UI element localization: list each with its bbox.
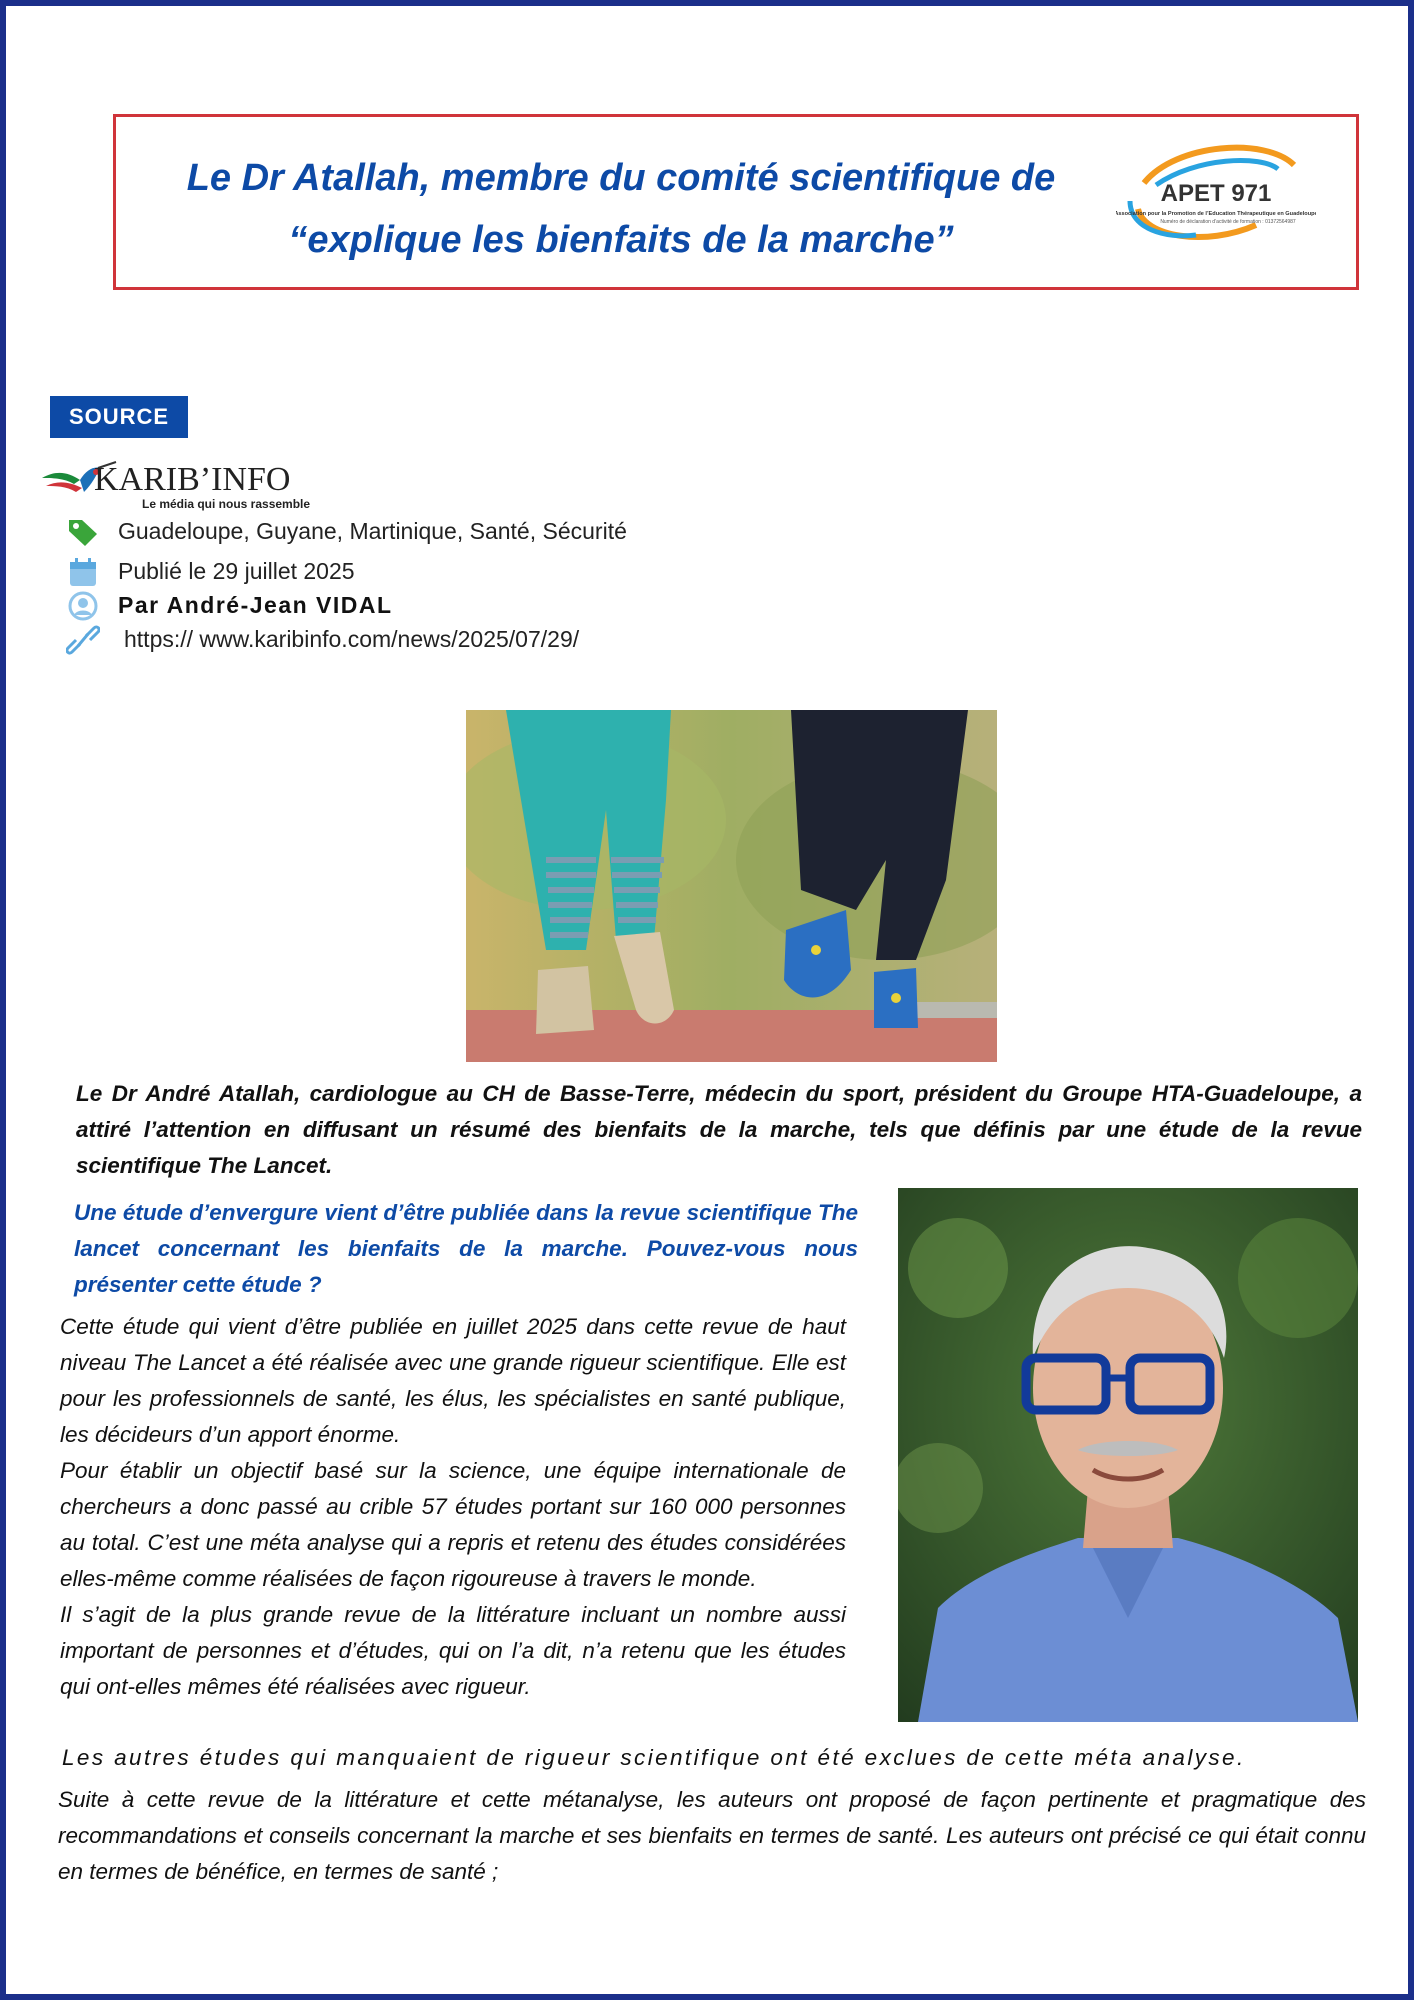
karibinfo-logo-text: KARIB’INFO — [94, 461, 291, 498]
publish-date: Publié le 29 juillet 2025 — [118, 558, 355, 584]
doctor-portrait-photo — [898, 1188, 1358, 1722]
calendar-icon — [66, 556, 100, 588]
article-author: Par André-Jean VIDAL — [118, 592, 393, 618]
link-icon — [66, 624, 100, 656]
user-icon — [66, 590, 100, 622]
answer-paragraph-1: Cette étude qui vient d’être publiée en juillet 2025 dans cette revue de haut niveau The Lancet a été réalisée avec une grande rigueur scientifique. Elle est pour les professionnels de santé, les élus, les spécialistes en santé publique, les décideurs d’un apport énorme. — [60, 1314, 846, 1447]
apet-logo-subtitle-2: Numéro de déclaration d’activité de formation : 01372564987 — [1160, 219, 1296, 225]
interview-question: Une étude d’envergure vient d’être publiée dans la revue scientifique The lancet concernant les bienfaits de la marche. Pouvez-vous nous présenter cette étude ? — [74, 1200, 858, 1297]
article-tags: Guadeloupe, Guyane, Martinique, Santé, Sécurité — [118, 518, 627, 544]
title-box — [113, 114, 1359, 290]
apet-logo — [1116, 139, 1316, 251]
apet-logo-subtitle: Association pour la Promotion de l’Education Thérapeutique en Guadeloupe — [1116, 211, 1316, 217]
answer-paragraph-2: Pour établir un objectif basé sur la science, une équipe internationale de chercheurs a donc passé au crible 57 études portant sur 160 000 personnes au total. C’est une méta analyse qui a repris et retenu des études considérées elles-même comme réalisées de façon rigoureuse à travers le monde. — [60, 1458, 846, 1591]
article-lead: Le Dr André Atallah, cardiologue au CH de Basse-Terre, médecin du sport, président du Groupe HTA-Guadeloupe, a attiré l’attention en diffusant un résumé des bienfaits de la marche, tels que définis par une étude de la revue scientifique The Lancet. — [76, 1081, 1362, 1178]
apet-logo-text: APET 971 — [1160, 180, 1272, 207]
answer-paragraph-3: Il s’agit de la plus grande revue de la littérature incluant un nombre aussi important de personnes et d’études, qui on l’a dit, n’a retenu que les études qui ont-elles mêmes été réalisées avec rigueur. — [60, 1602, 846, 1699]
answer-paragraph-5: Suite à cette revue de la littérature et cette métanalyse, les auteurs ont proposé de façon pertinente et pragmatique des recommandations et conseils concernant la marche et ses bienfaits en termes de santé. Les auteurs ont précisé ce qui était connu en termes de bénéfice, en termes de santé ; — [58, 1787, 1366, 1884]
article-url[interactable]: https:// www.karibinfo.com/news/2025/07/29/ — [124, 626, 580, 652]
tag-icon — [66, 516, 100, 548]
karibinfo-logo — [38, 448, 318, 512]
title-line-2: “explique les bienfaits de la marche” — [288, 219, 954, 261]
karibinfo-tagline: Le média qui nous rassemble — [142, 497, 311, 511]
walking-photo — [466, 710, 997, 1062]
source-badge: SOURCE — [50, 396, 188, 438]
title-line-1: Le Dr Atallah, membre du comité scientifique de — [186, 157, 1056, 199]
answer-paragraph-4: Les autres études qui manquaient de rigueur scientifique ont été exclues de cette méta analyse. — [62, 1745, 1246, 1770]
page-title — [126, 147, 1116, 271]
interview-answer — [60, 1309, 846, 1705]
